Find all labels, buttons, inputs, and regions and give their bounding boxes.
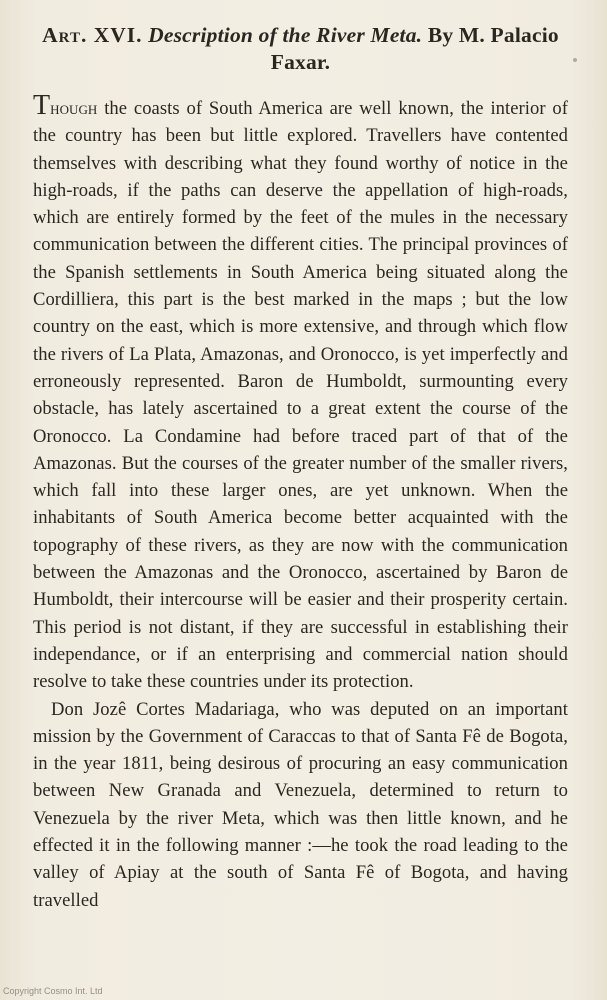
paragraph-1 <box>33 92 568 696</box>
article-number: Art. XVI. <box>42 23 143 47</box>
article-title: Description of the River Meta. <box>148 23 423 47</box>
copyright-watermark: Copyright Cosmo Int. Ltd <box>3 986 103 996</box>
article-text <box>33 22 568 914</box>
article-heading <box>33 22 568 76</box>
paper-spot <box>573 58 577 62</box>
paragraph-2: Don Jozê Cortes Madariaga, who was deputed on an important mission by the Government of Caraccas to that of Santa Fê de Bogota, in the year 1811, being desirous of procuring an easy communication between New Granada and Venezuela, determined to return to Venezuela by the river Meta, which was then little known, and he effected it in the following manner :—he took the road leading to the valley of Apiay at the south of Santa Fê of Bogota, and having travelled <box>33 698 568 911</box>
drop-capital: T <box>33 90 51 121</box>
article-byline: By M. Palacio Faxar. <box>270 23 559 74</box>
paragraph-1-body: the coasts of South America are well known, the interior of the country has been but little explored. Travellers have contented themselves with describing what they found worthy of notice in the high-roads, if the paths can deserve the appellation of high-roads, which are entirely formed by the feet of the mules in the necessary communication between the different cities. The principal provinces of the Spanish settlements in South America being situated along the Cordilliera, this part is the best marked in the maps ; but the low country on the east, which is more extensive, and through which flow the rivers of La Plata, Amazonas, and Oronocco, is yet imperfectly and erroneously represented. Baron de Humboldt, surmounting every obstacle, has lately ascertained to a great extent the course of the Oronocco. La Condamine had before traced part of that of the Amazonas. But the courses of the greater number of the smaller rivers, which fall into these larger ones, are yet unknown. When the inhabitants of South America become better acquainted with the topography of these rivers, as they are now with the communication between the Amazonas and the Oronocco, ascertained by Baron de Humboldt, their intercourse will be easier and their prosperity certain. This period is not distant, if they are successful in establishing their independance, or if an enterprising and commercial nation should resolve to take these countries under its protection. <box>33 98 568 693</box>
paragraph-1-lead <box>33 90 98 121</box>
lead-word-rest: hough <box>50 98 98 119</box>
